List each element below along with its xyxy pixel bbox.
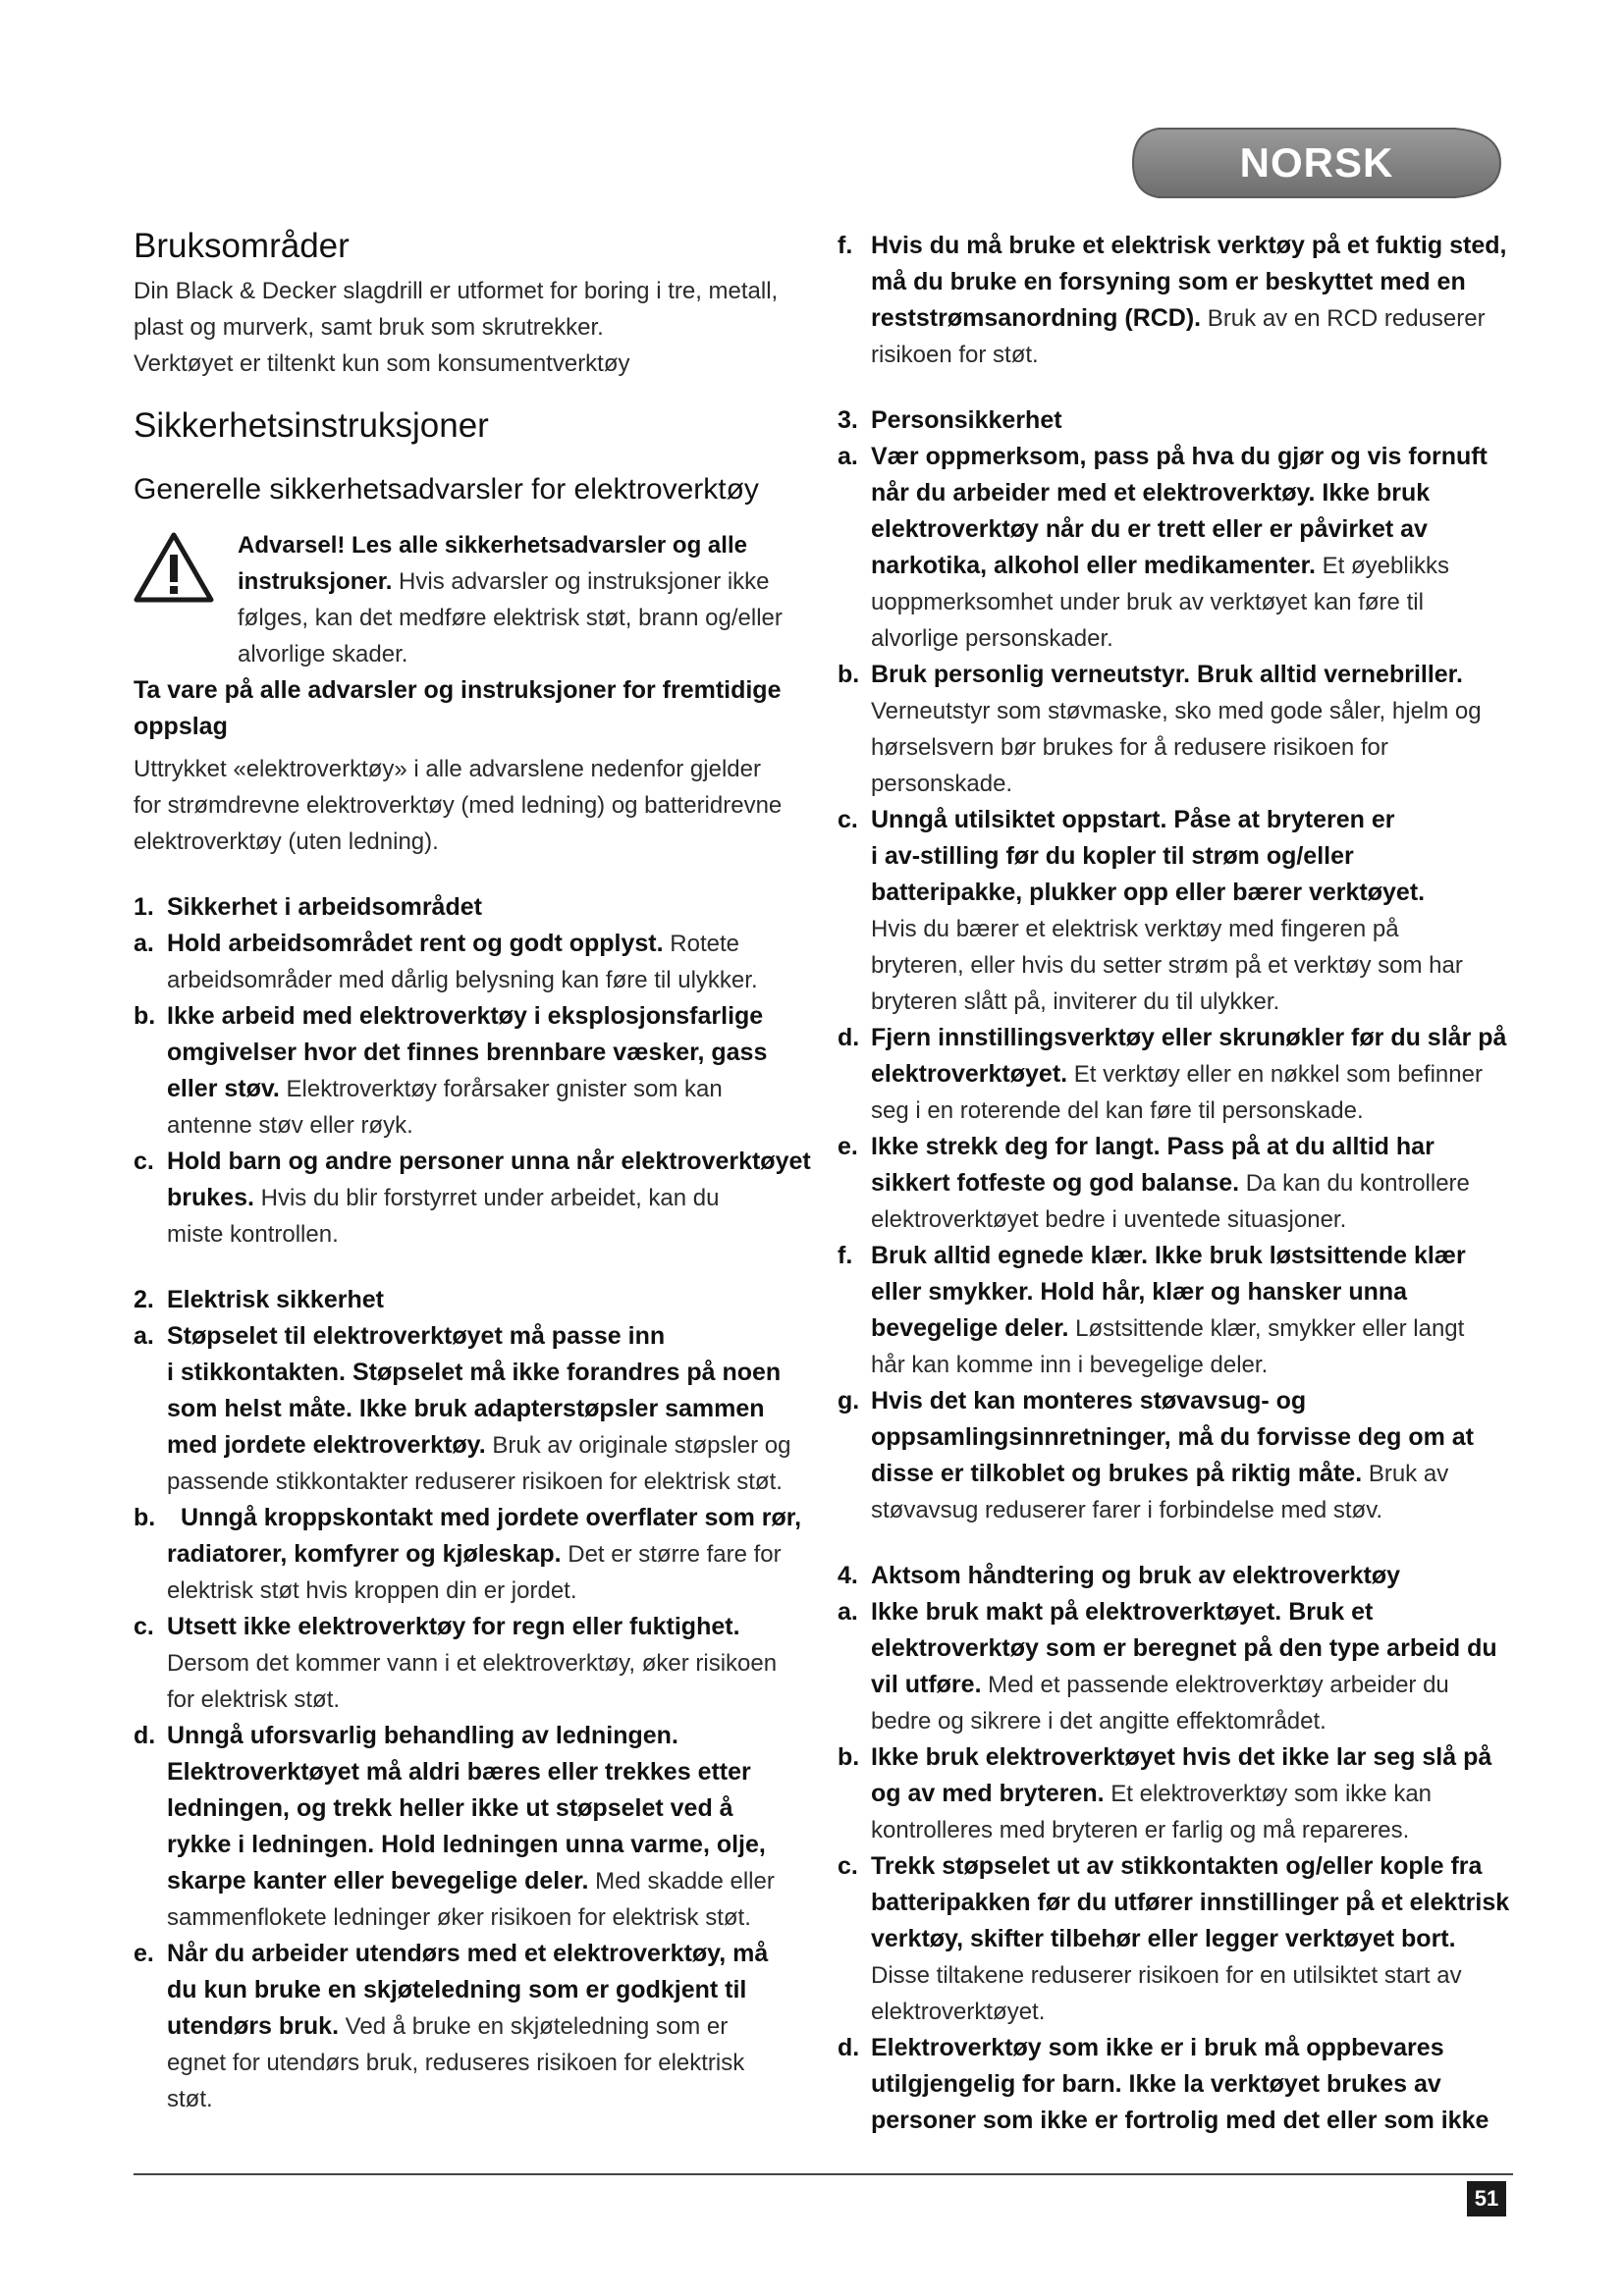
warning-block (134, 527, 811, 672)
bruksomrader-line-1: Din Black & Decker slagdrill er utformet for boring i tre, metall, (134, 278, 779, 304)
section-4-item-d: d. Elektroverktøy som ikke er i bruk må oppbevares utilgjengelig for barn. Ikke la verktøyet brukes av personer som ikke er fortrolig med det eller som ikke (838, 2034, 1489, 2134)
section-3-item-d: d. Fjern innstillingsverktøy eller skrunøkler før du slår på elektroverktøyet. Et verktøy eller en nøkkel som befinner seg i en roterende del kan føre til personskade. (838, 1024, 1507, 1124)
left-column (134, 226, 811, 2117)
section-1-item-c: c. Hold barn og andre personer unna når elektroverktøyet brukes. Hvis du blir forstyrret under arbeidet, kan du miste kontrollen. (134, 1148, 811, 1248)
warning-line-4: alvorlige skader. (238, 641, 408, 667)
section-4-item-c: c. Trekk støpselet ut av stikkontakten og/eller kople fra batteripakken før du utfører innstillinger på et elektrisk verktøy, skifter tilbehør eller legger verktøyet bort. Disse tiltakene reduserer risikoen for en utilsiktet start av elektroverktøyet. (838, 1852, 1510, 2025)
section-2-item-b: b. Unngå kroppskontakt med jordete overflater som rør, radiatorer, komfyrer og kjøleskap. Det er større fare for elektrisk støt hvis kroppen din er jordet. (134, 1504, 802, 1604)
section-3-item-c: c. Unngå utilsiktet oppstart. Påse at bryteren er i av-stilling før du kopler til strøm og/eller batteripakke, plukker opp eller bærer verktøyet. Hvis du bærer et elektrisk verktøy med fingeren på bryteren, eller hvis du setter strøm på et verktøy som har bryteren slått på, inviterer du til ulykker. (838, 806, 1463, 1015)
section-2-item-e: e. Når du arbeider utendørs med et elektroverktøy, må du kun bruke en skjøteledning som er godkjent til utendørs bruk. Ved å bruke en skjøteledning som er egnet for utendørs bruk, reduseres risikoen for elektrisk støt. (134, 1940, 769, 2112)
bruksomrader-line-3: Verktøyet er tiltenkt kun som konsumentverktøy (134, 350, 630, 377)
section-3-item-f: f. Bruk alltid egnede klær. Ikke bruk løstsittende klær eller smykker. Hold hår, klær og hansker unna bevegelige deler. Løstsittende klær, smykker eller langt hår kan komme inn i bevegelige deler. (838, 1242, 1466, 1378)
uttrykket-line-3: elektroverktøy (uten ledning). (134, 828, 439, 855)
ta-vare-line-2: oppslag (134, 713, 228, 740)
footer-rule (134, 2173, 1513, 2175)
bruksomrader-title: Bruksområder (134, 227, 350, 265)
section-1-item-b: b. Ikke arbeid med elektroverktøy i eksplosjonsfarlige omgivelser hvor det finnes brennbare væsker, gass eller støv. Elektroverktøy forårsaker gnister som kan antenne støv eller røyk. (134, 1002, 768, 1139)
section-4-item-b: b. Ikke bruk elektroverktøyet hvis det ikke lar seg slå på og av med bryteren. Et elektroverktøy som ikke kan kontrolleres med bryteren er farlig og må repareres. (838, 1743, 1492, 1843)
warning-line-3: følges, kan det medføre elektrisk støt, brann og/eller (238, 605, 783, 631)
language-tab (1131, 123, 1502, 203)
section-4-title: 4. Aktsom håndtering og bruk av elektroverktøy (838, 1562, 1401, 1589)
section-4-item-a: a. Ikke bruk makt på elektroverktøyet. Bruk et elektroverktøy som er beregnet på den type arbeid du vil utføre. Med et passende elektroverktøy arbeider du bedre og sikrere i det angitte effektområdet. (838, 1598, 1497, 1735)
warning-line-1: Advarsel! Les alle sikkerhetsadvarsler og alle (238, 532, 747, 559)
section-3-item-a: a. Vær oppmerksom, pass på hva du gjør og vis fornuft når du arbeider med et elektroverktøy. Ikke bruk elektroverktøy når du er trett eller er påvirket av narkotika, alkohol eller medikamenter. Et øyeblikks uoppmerksomhet under bruk av verktøyet kan føre til alvorlige personskader. (838, 443, 1488, 652)
right-column (838, 228, 1515, 2139)
section-3-title: 3. Personsikkerhet (838, 406, 1062, 434)
section-2-item-f: f. Hvis du må bruke et elektrisk verktøy på et fuktig sted, må du bruke en forsyning som er beskyttet med en reststrømsanordning (RCD). Bruk av en RCD reduserer risikoen for støt. (838, 232, 1507, 368)
warning-line-2: instruksjoner. Hvis advarsler og instruksjoner ikke (238, 568, 770, 595)
section-3-item-b: b. Bruk personlig verneutstyr. Bruk alltid vernebriller. Verneutstyr som støvmaske, sko med gode såler, hjelm og hørselsvern bør brukes for å redusere risikoen for personskade. (838, 661, 1482, 797)
uttrykket-line-1: Uttrykket «elektroverktøy» i alle advarslene nedenfor gjelder (134, 756, 761, 782)
section-1-item-a: a. Hold arbeidsområdet rent og godt opplyst. Rotete arbeidsområder med dårlig belysning kan føre til ulykker. (134, 930, 758, 993)
section-2-item-a: a. Støpselet til elektroverktøyet må passe inn i stikkontakten. Støpselet må ikke forandres på noen som helst måte. Ikke bruk adapterstøpsler sammen med jordete elektroverktøy. Bruk av originale støpsler og passende stikkontakter reduserer risikoen for elektrisk støt. (134, 1322, 791, 1495)
uttrykket-line-2: for strømdrevne elektroverktøy (med ledning) og batteridrevne (134, 792, 783, 819)
section-3-item-e: e. Ikke strekk deg for langt. Pass på at du alltid har sikkert fotfeste og god balanse. Da kan du kontrollere elektroverktøyet bedre i uventede situasjoner. (838, 1133, 1470, 1233)
bruksomrader-line-2: plast og murverk, samt bruk som skrutrekker. (134, 314, 604, 341)
language-tab-label: NORSK (1239, 139, 1394, 186)
section-3-item-g: g. Hvis det kan monteres støvavsug- og oppsamlingsinnretninger, må du forvisse deg om at disse er tilkoblet og brukes på riktig måte. Bruk av støvavsug reduserer farer i forbindelse med støv. (838, 1387, 1475, 1523)
section-1-title: 1. Sikkerhet i arbeidsområdet (134, 893, 482, 921)
page-number: 51 (1467, 2181, 1506, 2216)
section-2-item-d: d. Unngå uforsvarlig behandling av ledningen. Elektroverktøyet må aldri bæres eller trekkes etter ledningen, og trekk heller ikke ut støpselet ved å rykke i ledningen. Hold ledningen unna varme, olje, skarpe kanter eller bevegelige deler. Med skadde eller sammenflokete ledninger øker risikoen for elektrisk støt. (134, 1722, 775, 1931)
section-2-title: 2. Elektrisk sikkerhet (134, 1286, 384, 1313)
section-2-item-c: c. Utsett ikke elektroverktøy for regn eller fuktighet. Dersom det kommer vann i et elektroverktøy, øker risikoen for elektrisk støt. (134, 1613, 778, 1713)
sikkerhet-title: Sikkerhetsinstruksjoner (134, 406, 489, 445)
ta-vare-line-1: Ta vare på alle advarsler og instruksjoner for fremtidige (134, 676, 782, 704)
generelle-title: Generelle sikkerhetsadvarsler for elektroverktøy (134, 473, 759, 506)
warning-triangle-icon (134, 531, 214, 604)
